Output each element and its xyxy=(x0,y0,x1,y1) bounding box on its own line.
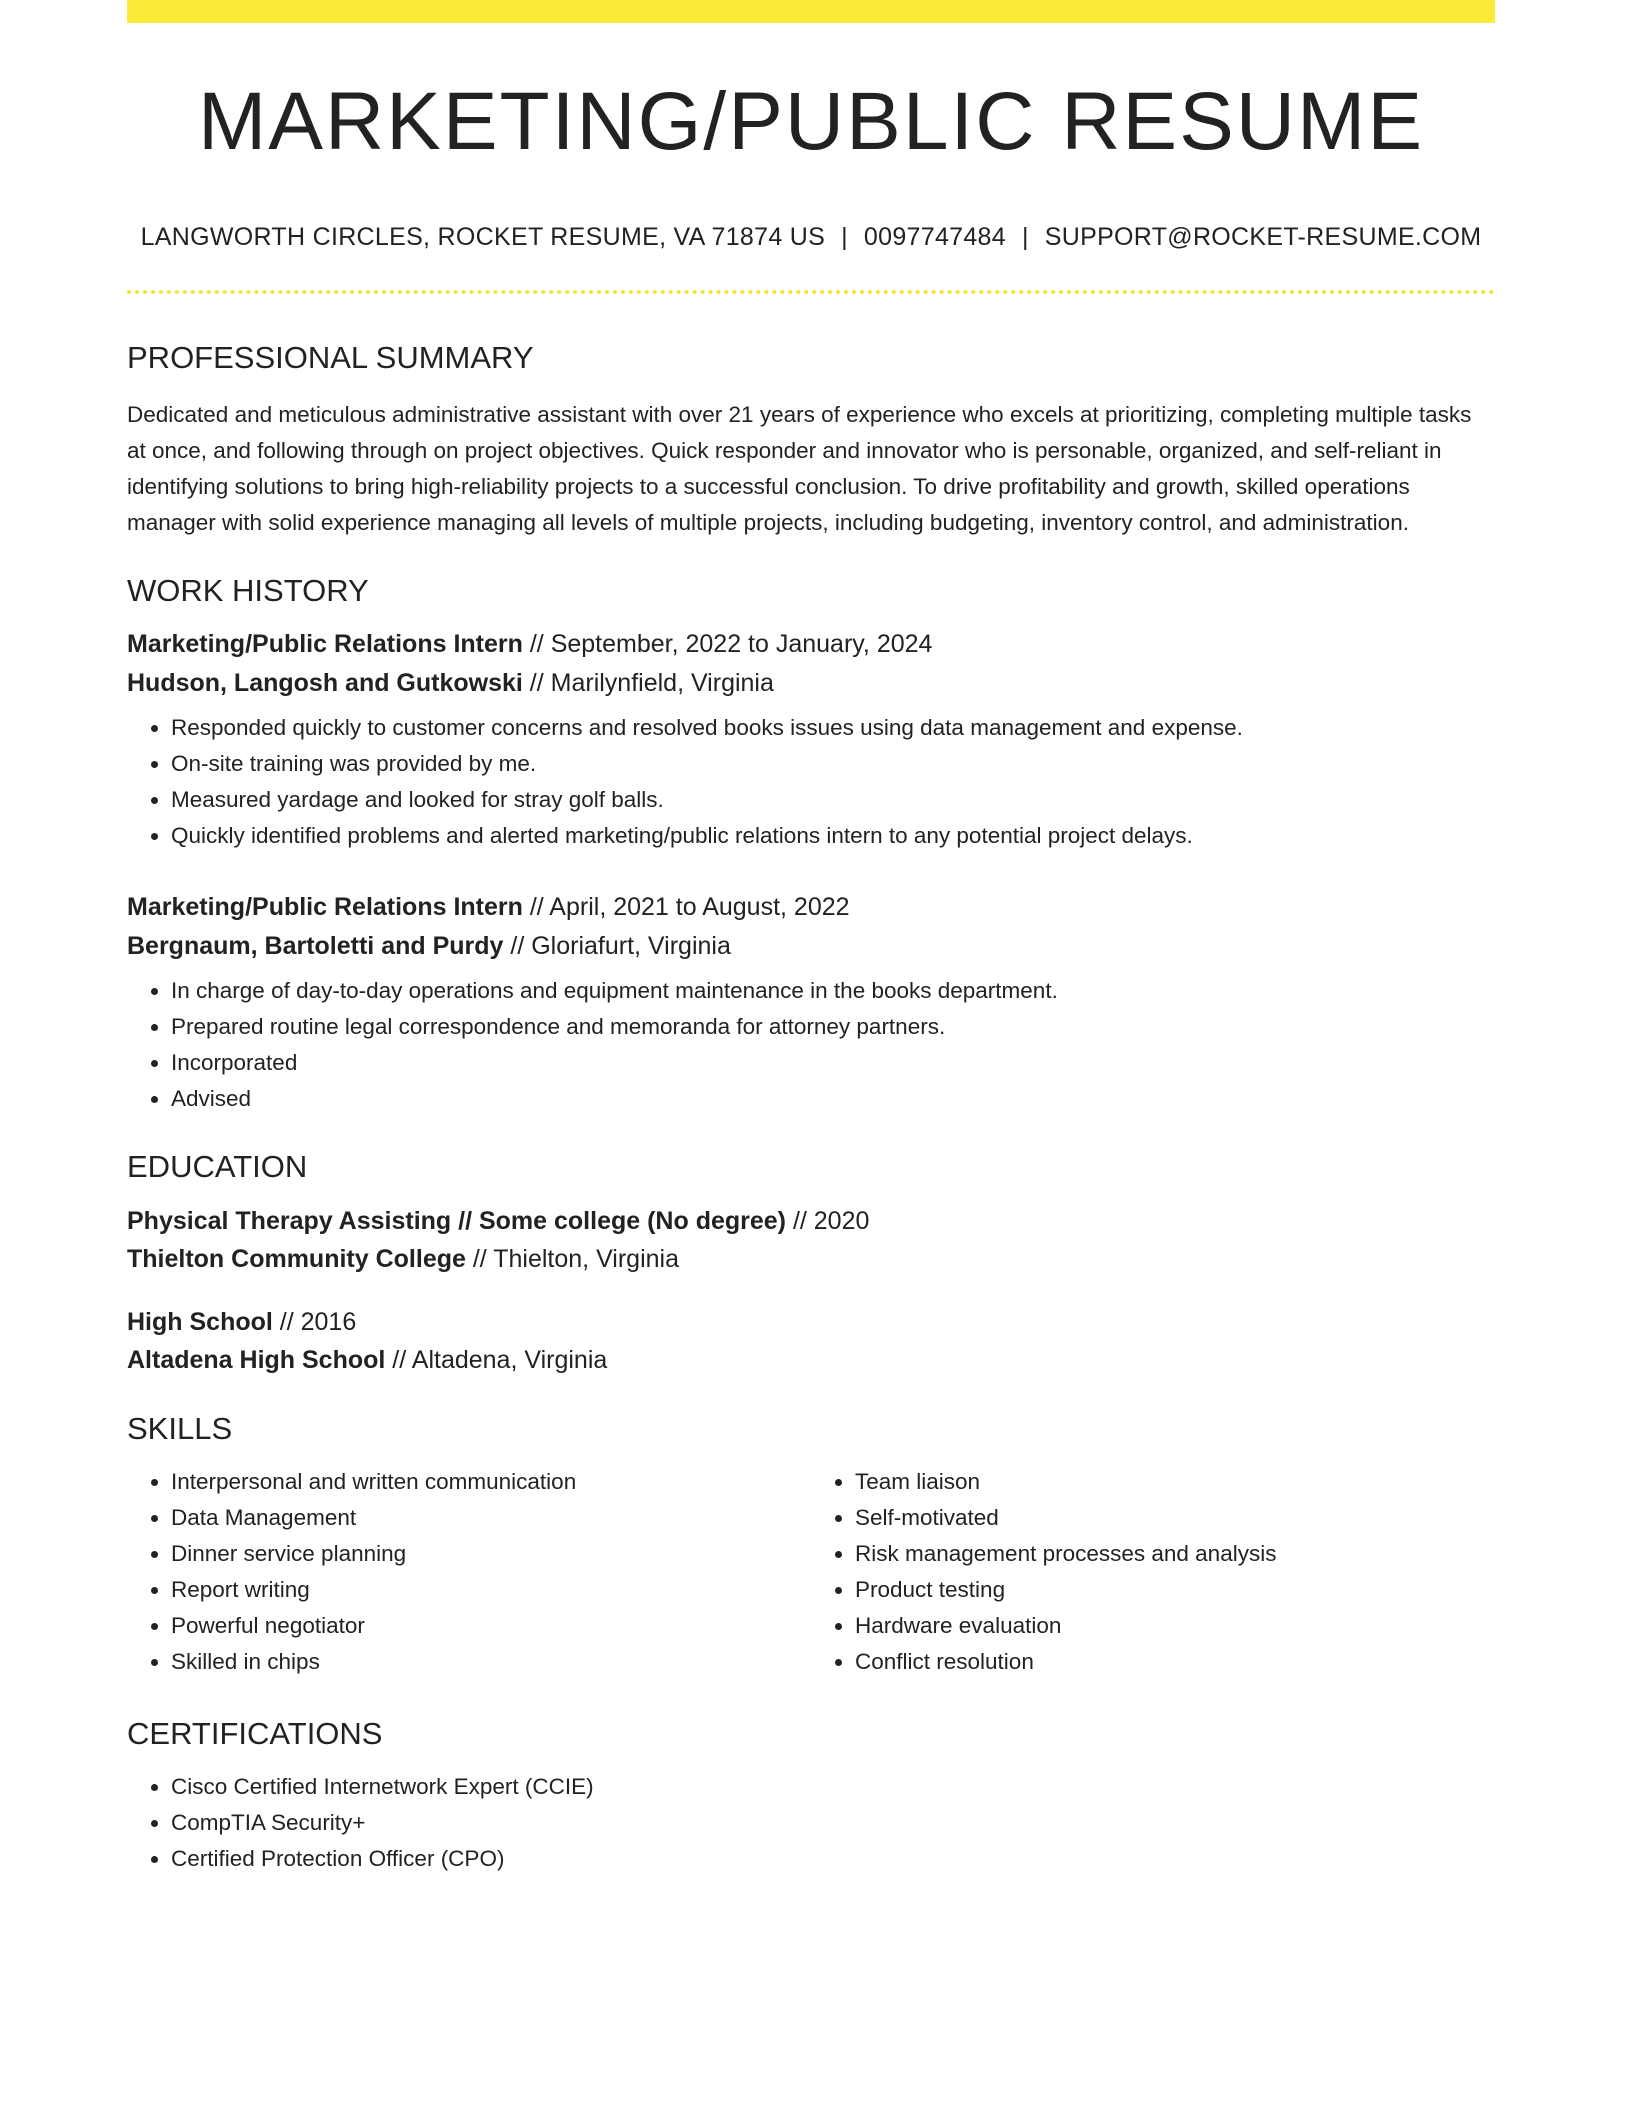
work-history-heading: WORK HISTORY xyxy=(127,573,369,608)
list-item: • Powerful negotiator xyxy=(171,1608,811,1644)
job-dates: // April, 2021 to August, 2022 xyxy=(522,893,850,921)
job-bullets xyxy=(127,973,1495,1117)
job-title-line xyxy=(127,629,1495,659)
job-location: // Gloriafurt, Virginia xyxy=(503,932,731,960)
contact-separator: | xyxy=(1021,223,1029,251)
job-title-line xyxy=(127,892,1495,922)
list-item: • Measured yardage and looked for stray golf balls. xyxy=(171,782,1495,818)
list-item: • Product testing xyxy=(855,1572,1495,1608)
education-entry xyxy=(127,1206,1495,1274)
list-item: • CompTIA Security+ xyxy=(171,1805,1495,1841)
list-item: • Cisco Certified Internetwork Expert (CCIE) xyxy=(171,1769,1495,1805)
education-entry xyxy=(127,1307,1495,1375)
job-title: Marketing/Public Relations Intern xyxy=(127,893,523,921)
job-location: // Marilynfield, Virginia xyxy=(522,669,774,697)
skills-list-right xyxy=(811,1464,1495,1680)
resume-page xyxy=(127,0,1495,1877)
contact-email: SUPPORT@ROCKET-RESUME.COM xyxy=(1044,223,1482,251)
list-item: • Incorporated xyxy=(171,1045,1495,1081)
contact-phone: 0097747484 xyxy=(863,223,1006,251)
contact-address: LANGWORTH CIRCLES, ROCKET RESUME, VA 71874 US xyxy=(140,223,826,251)
education-degree: High School xyxy=(127,1308,273,1336)
education-location: // Altadena, Virginia xyxy=(385,1346,608,1374)
education-heading: EDUCATION xyxy=(127,1149,308,1184)
list-item: • Self-motivated xyxy=(855,1500,1495,1536)
education-location: // Thielton, Virginia xyxy=(465,1245,679,1273)
list-item: • Certified Protection Officer (CPO) xyxy=(171,1841,1495,1877)
skills-heading: SKILLS xyxy=(127,1411,233,1446)
list-item: • In charge of day-to-day operations and equipment maintenance in the books department. xyxy=(171,973,1495,1009)
contact-separator: | xyxy=(841,223,848,251)
certifications-list xyxy=(127,1769,1495,1877)
certifications-heading: CERTIFICATIONS xyxy=(127,1716,383,1751)
skills-grid xyxy=(127,1464,1495,1680)
education-degree-line xyxy=(127,1307,1495,1337)
list-item: • Team liaison xyxy=(855,1464,1495,1500)
education-degree-line xyxy=(127,1206,1495,1236)
education-degree: Physical Therapy Assisting // Some college (No degree) xyxy=(127,1207,786,1235)
list-item: • Interpersonal and written communication xyxy=(171,1464,811,1500)
contact-line xyxy=(127,223,1495,252)
job-title: Marketing/Public Relations Intern xyxy=(127,630,523,658)
job-entry xyxy=(127,629,1495,854)
job-company-line xyxy=(127,931,1495,961)
job-company: Hudson, Langosh and Gutkowski xyxy=(127,669,523,697)
list-item: • Prepared routine legal correspondence and memoranda for attorney partners. xyxy=(171,1009,1495,1045)
job-company: Bergnaum, Bartoletti and Purdy xyxy=(127,932,504,960)
list-item: • Report writing xyxy=(171,1572,811,1608)
job-entry xyxy=(127,892,1495,1117)
page-title: MARKETING/PUBLIC RESUME xyxy=(197,76,1425,167)
education-school-line xyxy=(127,1345,1495,1375)
list-item: • Quickly identified problems and alerted marketing/public relations intern to any potential project delays. xyxy=(171,818,1495,854)
dotted-divider xyxy=(127,290,1495,294)
education-school-line xyxy=(127,1244,1495,1274)
summary-text: Dedicated and meticulous administrative assistant with over 21 years of experience who excels at prioritizing, completing multiple tasks at once, and following through on project objectives. Quick responder and innovator who is personable, organized, and self-reliant in identifying solutions to bring high-reliability projects to a successful conclusion. To drive profitability and growth, skilled operations manager with solid experience managing all levels of multiple projects, including budgeting, inventory control, and administration. xyxy=(127,402,1472,535)
list-item: • Advised xyxy=(171,1081,1495,1117)
education-year: // 2020 xyxy=(786,1207,870,1235)
list-item: • Conflict resolution xyxy=(855,1644,1495,1680)
list-item: • Skilled in chips xyxy=(171,1644,811,1680)
list-item: • Responded quickly to customer concerns and resolved books issues using data management and expense. xyxy=(171,710,1495,746)
list-item: • Dinner service planning xyxy=(171,1536,811,1572)
accent-top-bar xyxy=(127,0,1495,23)
education-school: Thielton Community College xyxy=(127,1245,466,1273)
education-school: Altadena High School xyxy=(127,1346,386,1374)
education-year: // 2016 xyxy=(272,1308,357,1336)
job-company-line xyxy=(127,668,1495,698)
list-item: • Risk management processes and analysis xyxy=(855,1536,1495,1572)
job-dates: // September, 2022 to January, 2024 xyxy=(522,630,933,658)
list-item: • Hardware evaluation xyxy=(855,1608,1495,1644)
list-item: • Data Management xyxy=(171,1500,811,1536)
skills-list-left xyxy=(127,1464,811,1680)
job-bullets xyxy=(127,710,1495,854)
summary-heading: PROFESSIONAL SUMMARY xyxy=(127,340,534,375)
list-item: • On-site training was provided by me. xyxy=(171,746,1495,782)
